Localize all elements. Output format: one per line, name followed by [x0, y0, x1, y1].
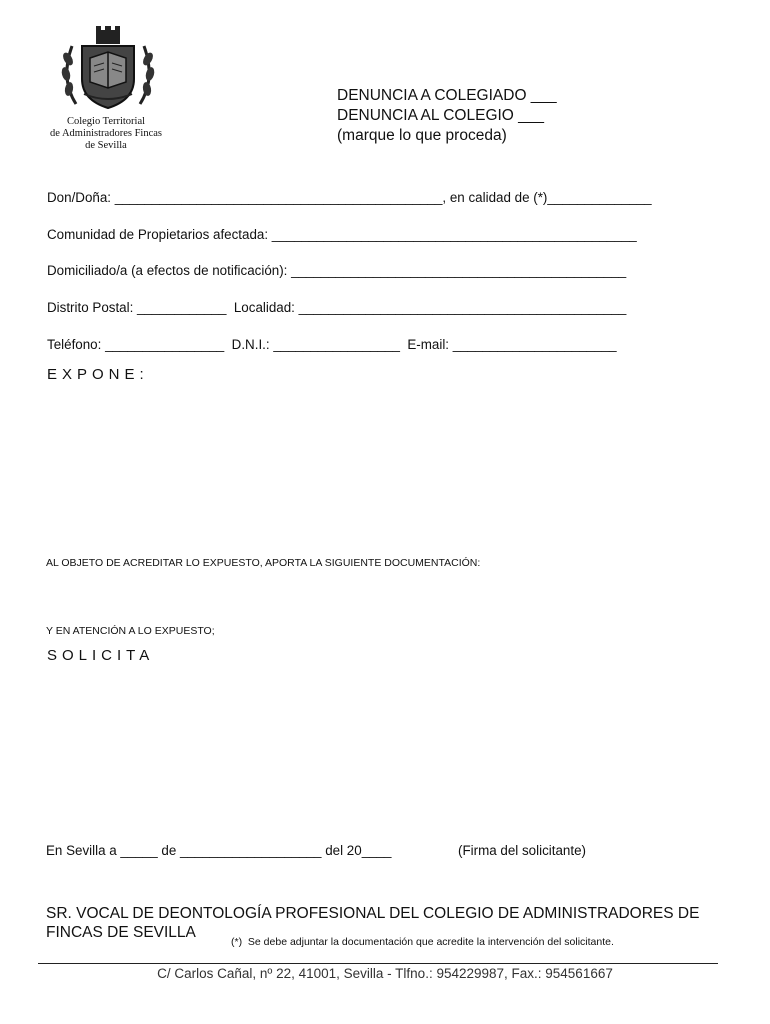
field-domiciliado[interactable]: Domiciliado/a (a efectos de notificación): _____________________________________________ [47, 263, 627, 278]
field-distrito-localidad[interactable]: Distrito Postal: ____________ Localidad: ____________________________________________ [47, 300, 627, 315]
heading-colegio: DENUNCIA AL COLEGIO ___ [337, 107, 545, 124]
section-expone: EXPONE: [47, 366, 149, 383]
org-name-line3: de Sevilla [85, 140, 127, 151]
footnote: (*) Se debe adjuntar la documentación que acredite la intervención del solicitante. [231, 936, 614, 948]
heading-instruction: (marque lo que proceda) [337, 127, 507, 144]
signature-firma-label: (Firma del solicitante) [458, 843, 586, 858]
heading-colegiado: DENUNCIA A COLEGIADO ___ [337, 87, 557, 104]
section-documentacion: AL OBJETO DE ACREDITAR LO EXPUESTO, APORTA LA SIGUIENTE DOCUMENTACIÓN: [46, 557, 481, 569]
addressee: SR. VOCAL DE DEONTOLOGÍA PROFESIONAL DEL COLEGIO DE ADMINISTRADORES DE FINCAS DE SEVILLA [46, 905, 700, 941]
field-don-dona[interactable]: Don/Doña: ____________________________________________, en calidad de (*)______________ [47, 190, 652, 205]
footer-address: C/ Carlos Cañal, nº 22, 41001, Sevilla - Tlfno.: 954229987, Fax.: 954561667 [157, 966, 613, 981]
field-telefono-dni-email[interactable]: Teléfono: ________________ D.N.I.: _________________ E-mail: ______________________ [47, 337, 617, 352]
section-atencion: Y EN ATENCIÓN A LO EXPUESTO; [46, 625, 215, 637]
org-name-line2: de Administradores Fincas [50, 128, 162, 139]
section-solicita: SOLICITA [47, 647, 155, 664]
footer-divider [38, 963, 718, 964]
org-name [40, 116, 172, 152]
org-name-line1: Colegio Territorial [66, 116, 146, 127]
signature-date-line[interactable]: En Sevilla a _____ de ___________________ del 20____ [46, 843, 392, 858]
field-comunidad[interactable]: Comunidad de Propietarios afectada: _________________________________________________ [47, 227, 637, 242]
college-crest-logo [58, 24, 158, 114]
